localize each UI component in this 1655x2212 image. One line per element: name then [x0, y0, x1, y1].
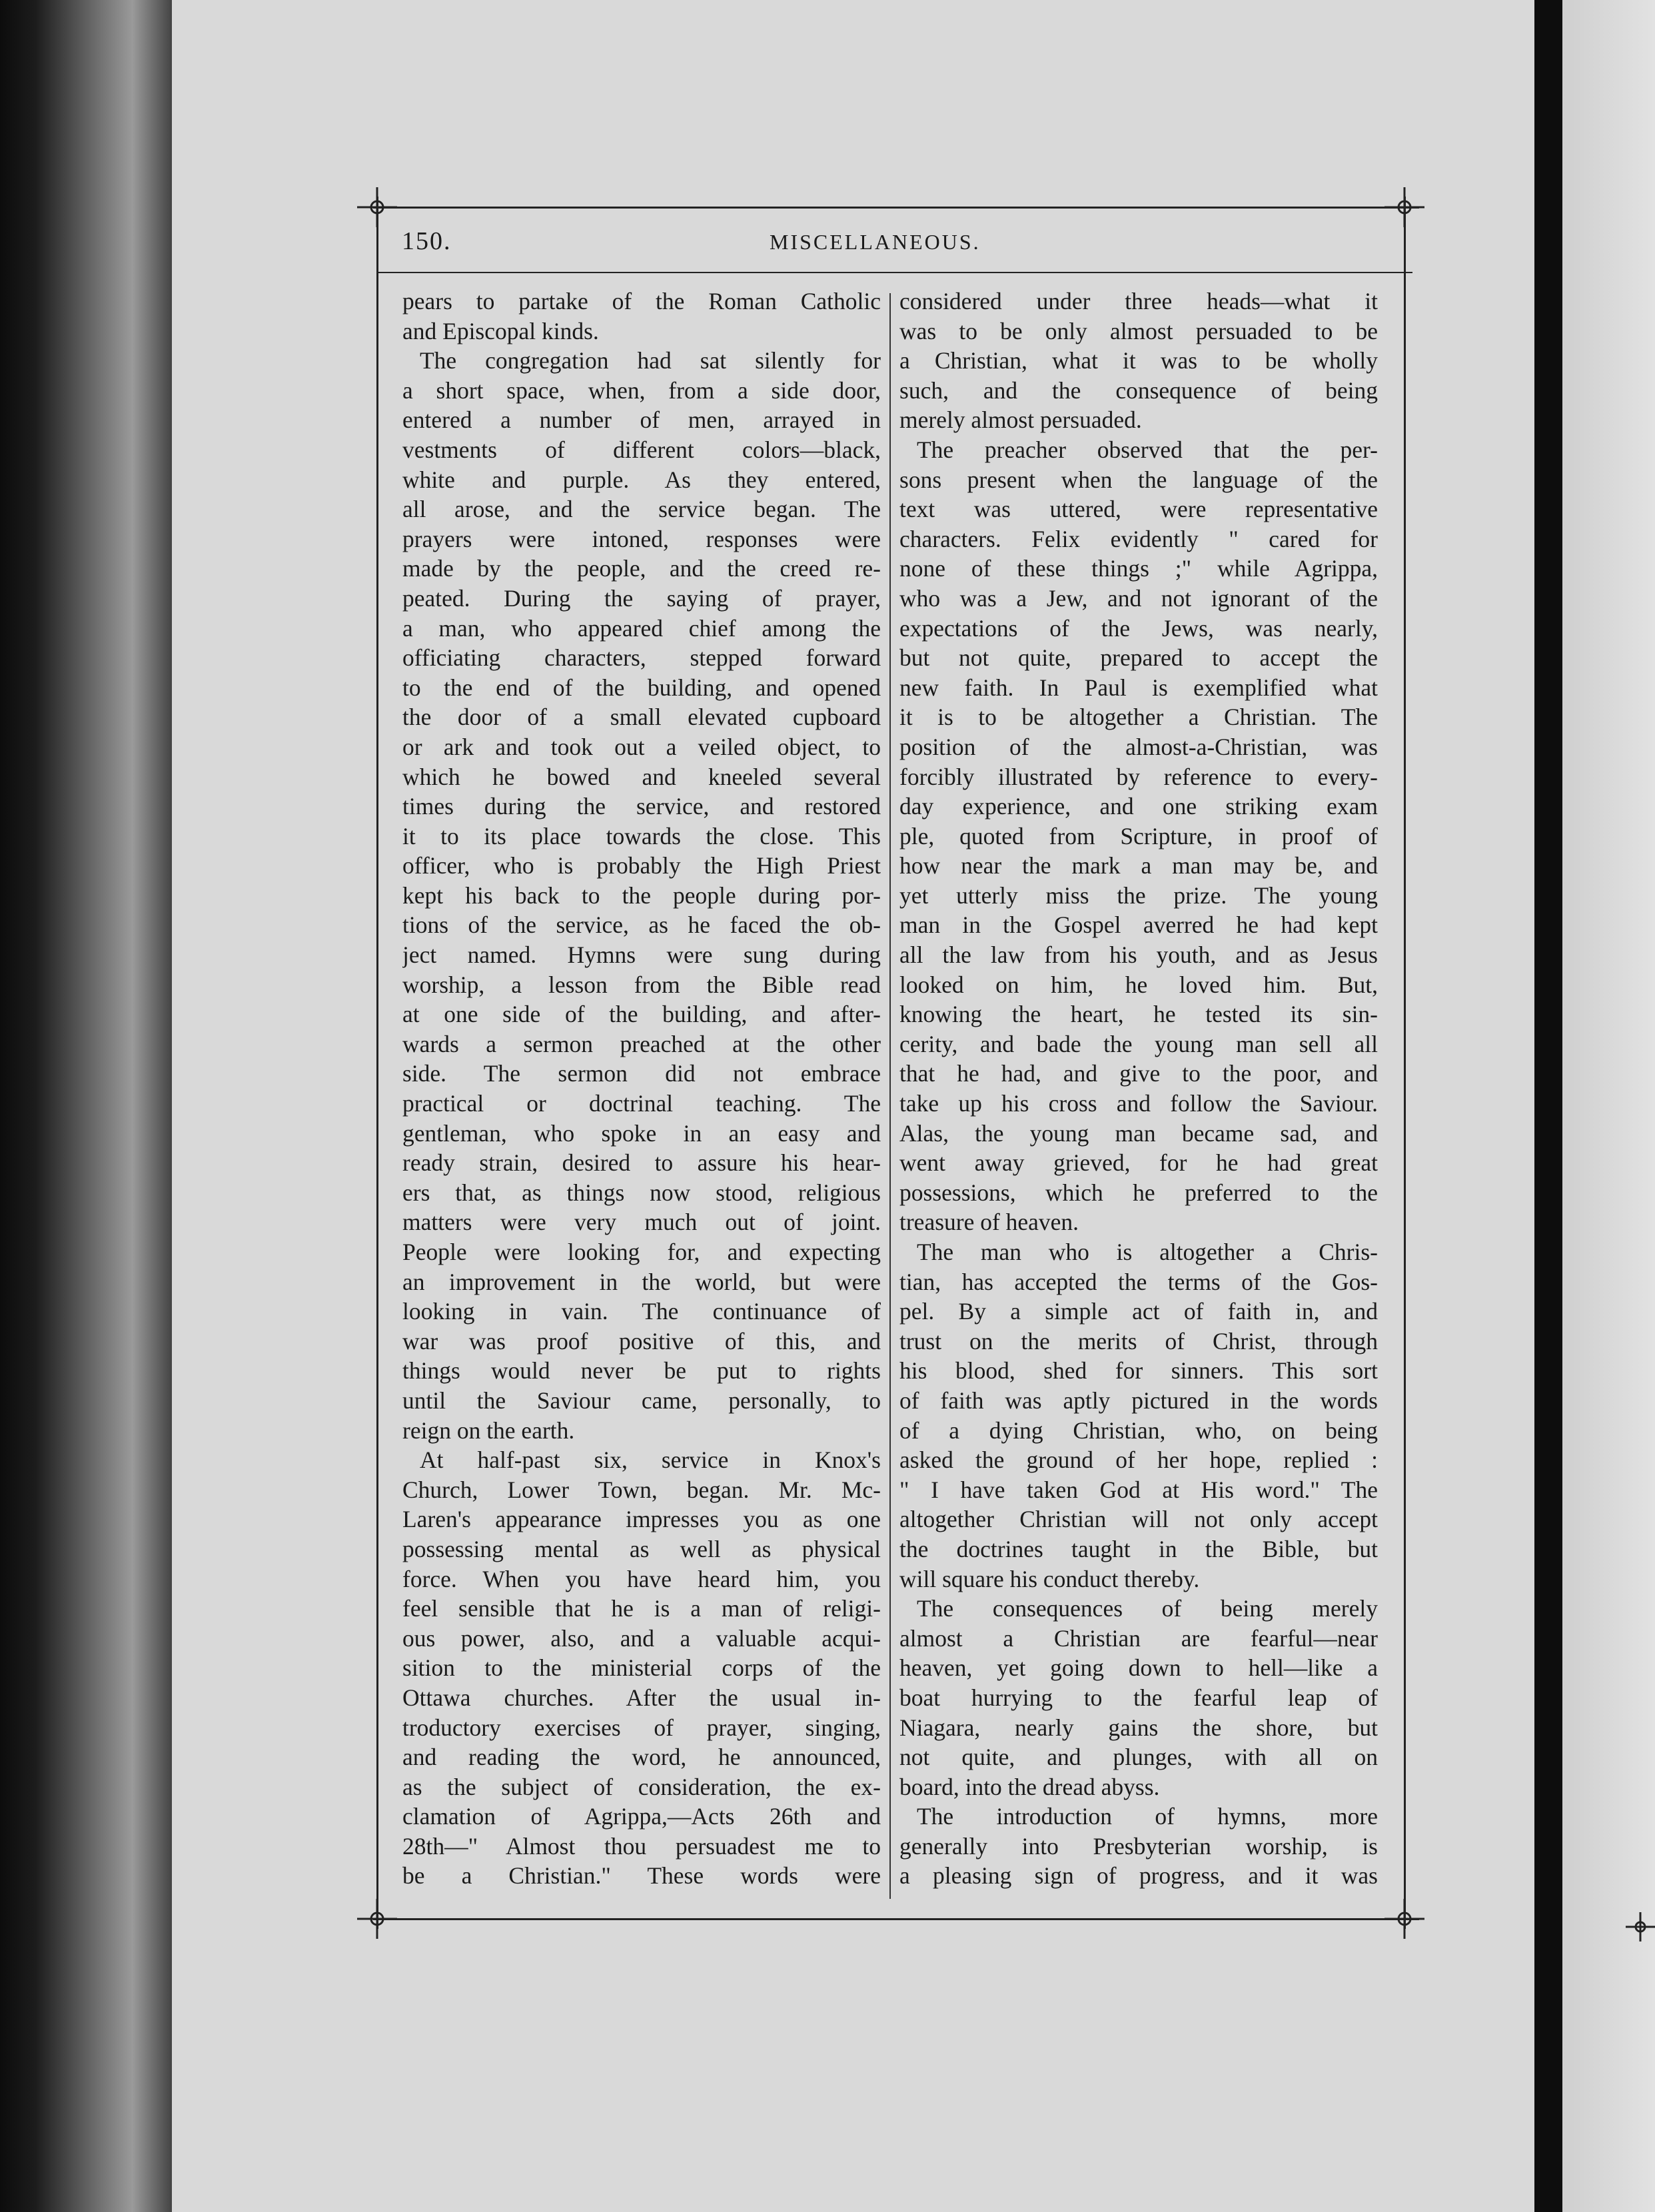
page-gutter-shadow	[1534, 0, 1562, 2212]
text-line: possessions, which he preferred to the	[899, 1179, 1378, 1206]
corner-ornament-icon	[357, 187, 397, 227]
text-line: a Christian, what it was to be wholly	[899, 347, 1378, 374]
text-line: of faith was aptly pictured in the words	[899, 1386, 1378, 1414]
text-line: officiating characters, stepped forward	[402, 644, 881, 672]
text-line: and reading the word, he announced,	[402, 1744, 881, 1771]
text-line: at one side of the building, and after-	[402, 1001, 881, 1028]
text-line: a man, who appeared chief among the	[402, 614, 881, 642]
text-line: made by the people, and the creed re-	[402, 555, 881, 582]
text-line: The preacher observed that the per-	[917, 436, 1378, 463]
text-line: as the subject of consideration, the ex-	[402, 1773, 881, 1800]
frame-top-rule	[373, 207, 1419, 209]
text-line: position of the almost-a-Christian, was	[899, 733, 1378, 760]
text-line: almost a Christian are fearful—near	[899, 1624, 1378, 1652]
text-line: it to its place towards the close. This	[402, 822, 881, 849]
text-line: sons present when the language of the	[899, 466, 1378, 493]
text-line: and Episcopal kinds.	[402, 317, 599, 344]
text-line: kept his back to the people during por-	[402, 881, 881, 909]
text-line: be a Christian." These words were	[402, 1862, 881, 1890]
text-line: pears to partake of the Roman Catholic	[402, 288, 881, 314]
text-line: board, into the dread abyss.	[899, 1773, 1160, 1800]
running-title: MISCELLANEOUS.	[770, 230, 981, 254]
text-line: expectations of the Jews, was nearly,	[899, 614, 1378, 642]
text-line: looked on him, he loved him. But,	[899, 971, 1378, 998]
text-line: pel. By a simple act of faith in, and	[899, 1298, 1378, 1325]
text-line: " I have taken God at His word." The	[899, 1476, 1378, 1503]
text-line: prayers were intoned, responses were	[402, 525, 881, 552]
text-line: entered a number of men, arrayed in	[402, 406, 881, 434]
text-line: war was proof positive of this, and	[402, 1327, 881, 1355]
text-line: white and purple. As they entered,	[402, 466, 881, 493]
text-line: sition to the ministerial corps of the	[402, 1654, 881, 1682]
text-line: The introduction of hymns, more	[917, 1803, 1378, 1830]
text-line: possessing mental as well as physical	[402, 1535, 881, 1562]
text-line: yet utterly miss the prize. The young	[899, 881, 1378, 909]
text-line: considered under three heads—what it	[899, 288, 1378, 314]
text-line: gentleman, who spoke in an easy and	[402, 1119, 881, 1147]
text-line: his blood, shed for sinners. This sort	[899, 1357, 1378, 1384]
text-line: worship, a lesson from the Bible read	[402, 971, 881, 998]
text-line: all arose, and the service began. The	[402, 496, 881, 523]
text-line: a short space, when, from a side door,	[402, 376, 881, 404]
page-number: 150.	[402, 227, 452, 255]
text-line: asked the ground of her hope, replied :	[899, 1446, 1378, 1474]
text-line: how near the mark a man may be, and	[899, 852, 1378, 879]
text-line: officer, who is probably the High Priest	[402, 852, 881, 879]
text-line: all the law from his youth, and as Jesus	[899, 941, 1378, 969]
text-line: People were looking for, and expecting	[402, 1239, 881, 1265]
text-line: looking in vain. The continuance of	[402, 1298, 881, 1325]
text-line: The man who is altogether a Chris-	[917, 1239, 1378, 1265]
text-line: The congregation had sat silently for	[420, 347, 881, 374]
text-line: cerity, and bade the young man sell all	[899, 1030, 1378, 1057]
text-line: ready strain, desired to assure his hear-	[402, 1149, 881, 1177]
text-line: tions of the service, as he faced the ob-	[402, 911, 881, 939]
column-divider	[889, 293, 891, 1899]
frame-header-rule	[376, 272, 1412, 273]
text-line: text was uttered, were representative	[899, 496, 1378, 523]
text-line: force. When you have heard him, you	[402, 1565, 881, 1592]
text-line: or ark and took out a veiled object, to	[402, 733, 881, 760]
text-line: Church, Lower Town, began. Mr. Mc-	[402, 1476, 881, 1503]
text-line: 28th—" Almost thou persuadest me to	[402, 1832, 881, 1860]
text-line: At half-past six, service in Knox's	[420, 1446, 881, 1474]
text-line: not quite, and plunges, with all on	[899, 1744, 1378, 1771]
frame-right-rule	[1404, 197, 1406, 1929]
text-line: times during the service, and restored	[402, 793, 881, 820]
frame-bottom-rule	[373, 1918, 1419, 1920]
text-line: characters. Felix evidently " cared for	[899, 525, 1378, 552]
text-line: none of these things ;" while Agrippa,	[899, 555, 1378, 582]
text-line: to the end of the building, and opened	[402, 674, 881, 701]
text-line: things would never be put to rights	[402, 1357, 881, 1384]
text-line: until the Saviour came, personally, to	[402, 1386, 881, 1414]
text-line: a pleasing sign of progress, and it was	[899, 1862, 1378, 1890]
text-line: Ottawa churches. After the usual in-	[402, 1684, 881, 1711]
text-line: such, and the consequence of being	[899, 376, 1378, 404]
corner-ornament-icon	[1626, 1912, 1655, 1941]
text-line: wards a sermon preached at the other	[402, 1030, 881, 1057]
book-binding-edge	[0, 0, 177, 2212]
text-line: knowing the heart, he tested its sin-	[899, 1001, 1378, 1028]
text-line: man in the Gospel averred he had kept	[899, 911, 1378, 939]
text-line: tian, has accepted the terms of the Gos-	[899, 1268, 1378, 1295]
text-line: treasure of heaven.	[899, 1209, 1079, 1236]
text-line: which he bowed and kneeled several	[402, 763, 881, 790]
text-line: but not quite, prepared to accept the	[899, 644, 1378, 672]
text-line: reign on the earth.	[402, 1416, 575, 1444]
text-line: Alas, the young man became sad, and	[899, 1119, 1378, 1147]
text-line: the door of a small elevated cupboard	[402, 704, 881, 731]
text-line: new faith. In Paul is exemplified what	[899, 674, 1378, 701]
text-line: ous power, also, and a valuable acqui-	[402, 1624, 881, 1652]
corner-ornament-icon	[357, 1899, 397, 1939]
text-line: that he had, and give to the poor, and	[899, 1060, 1378, 1087]
text-line: was to be only almost persuaded to be	[899, 317, 1378, 344]
text-line: forcibly illustrated by reference to every-	[899, 763, 1378, 790]
text-line: troductory exercises of prayer, singing,	[402, 1714, 881, 1741]
text-line: side. The sermon did not embrace	[402, 1060, 881, 1087]
text-line: take up his cross and follow the Saviour.	[899, 1090, 1378, 1117]
text-line: altogether Christian will not only accept	[899, 1506, 1378, 1533]
text-line: matters were very much out of joint.	[402, 1209, 881, 1236]
next-page-edge	[1562, 0, 1655, 2212]
text-line: day experience, and one striking exam	[899, 793, 1378, 820]
text-line: trust on the merits of Christ, through	[899, 1327, 1378, 1355]
text-line: peated. During the saying of prayer,	[402, 584, 881, 612]
corner-ornament-icon	[1384, 1899, 1424, 1939]
text-line: ple, quoted from Scripture, in proof of	[899, 822, 1378, 849]
text-line: ers that, as things now stood, religious	[402, 1179, 881, 1206]
text-line: The consequences of being merely	[917, 1595, 1378, 1622]
text-line: vestments of different colors—black,	[402, 436, 881, 463]
text-line: went away grieved, for he had great	[899, 1149, 1378, 1177]
corner-ornament-icon	[1384, 187, 1424, 227]
right-text-column	[899, 286, 1378, 1891]
text-line: boat hurrying to the fearful leap of	[899, 1684, 1378, 1711]
frame-left-rule	[376, 197, 378, 1929]
text-line: who was a Jew, and not ignorant of the	[899, 584, 1378, 612]
text-line: ject named. Hymns were sung during	[402, 941, 881, 969]
text-line: it is to be altogether a Christian. The	[899, 704, 1378, 731]
left-text-column	[402, 286, 881, 1891]
text-line: Laren's appearance impresses you as one	[402, 1506, 881, 1533]
text-line: practical or doctrinal teaching. The	[402, 1090, 881, 1117]
text-line: generally into Presbyterian worship, is	[899, 1832, 1378, 1860]
text-line: feel sensible that he is a man of religi-	[402, 1595, 881, 1622]
text-line: the doctrines taught in the Bible, but	[899, 1535, 1378, 1562]
text-line: an improvement in the world, but were	[402, 1268, 881, 1295]
text-line: heaven, yet going down to hell—like a	[899, 1654, 1378, 1682]
text-line: Niagara, nearly gains the shore, but	[899, 1714, 1378, 1741]
text-line: merely almost persuaded.	[899, 406, 1142, 434]
text-line: will square his conduct thereby.	[899, 1565, 1200, 1592]
text-line: clamation of Agrippa,—Acts 26th and	[402, 1803, 881, 1830]
text-line: of a dying Christian, who, on being	[899, 1416, 1378, 1444]
